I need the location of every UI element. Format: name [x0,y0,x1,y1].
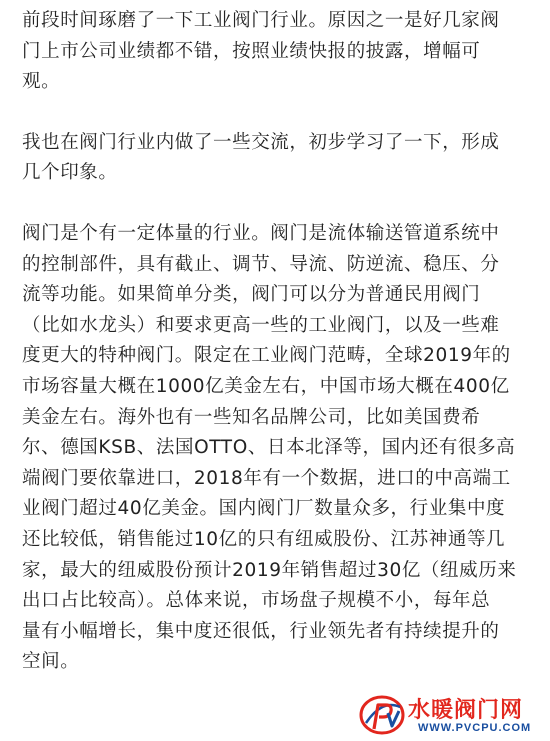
paragraph-intro [22,6,530,98]
text-line: 业阀门超过40亿美金。国内阀门厂数量众多，行业集中度 [22,498,506,520]
text-line: （比如水龙头）和要求更高一些的工业阀门，以及一些难 [22,314,500,336]
text-line: 市场容量大概在1000亿美金左右，中国市场大概在400亿 [22,375,510,397]
text-line: 尔、德国KSB、法国OTTO、日本北泽等，国内还有很多高 [22,437,516,459]
site-watermark [358,693,544,737]
text-line: 几个印象。 [22,162,118,184]
text-line: 度更大的特种阀门。限定在工业阀门范畴，全球2019年的 [22,345,511,367]
text-line: 的控制部件，具有截止、调节、导流、防逆流、稳压、分 [22,253,500,275]
paragraph-industry-size [22,219,530,678]
text-line: 门上市公司业绩都不错，按照业绩快报的披露，增幅可 [22,40,481,62]
article-body [22,6,530,708]
text-line: 还比较低，销售能过10亿的只有纽威股份、江苏神通等几 [22,528,506,550]
text-line: 量有小幅增长，集中度还很低，行业领先者有持续提升的 [22,620,500,642]
watermark-site-url: WWW.PVCPU.COM [418,722,532,734]
text-line: 出口占比较高）。总体来说，市场盘子规模不小，每年总 [22,590,491,612]
text-line: 我也在阀门行业内做了一些交流，初步学习了一下，形成 [22,131,500,153]
paragraph-impressions [22,128,530,189]
text-line: 阀门是个有一定体量的行业。阀门是流体输送管道系统中 [22,222,500,244]
text-line: 端阀门要依靠进口，2018年有一个数据，进口的中高端工 [22,467,511,489]
text-line: 前段时间琢磨了一下工业阀门行业。原因之一是好几家阀 [22,10,500,31]
text-line: 空间。 [22,651,80,673]
text-line: 美金左右。海外也有一些知名品牌公司，比如美国费希 [22,406,481,428]
text-line: 观。 [22,71,61,93]
text-line: 流等功能。如果简单分类，阀门可以分为普通民用阀门 [22,284,481,306]
watermark-site-name: 水暖阀门网 [408,698,524,723]
pv-logo-icon [358,693,406,737]
text-line: 家，最大的纽威股份预计2019年销售超过30亿（纽威历来 [22,559,517,581]
